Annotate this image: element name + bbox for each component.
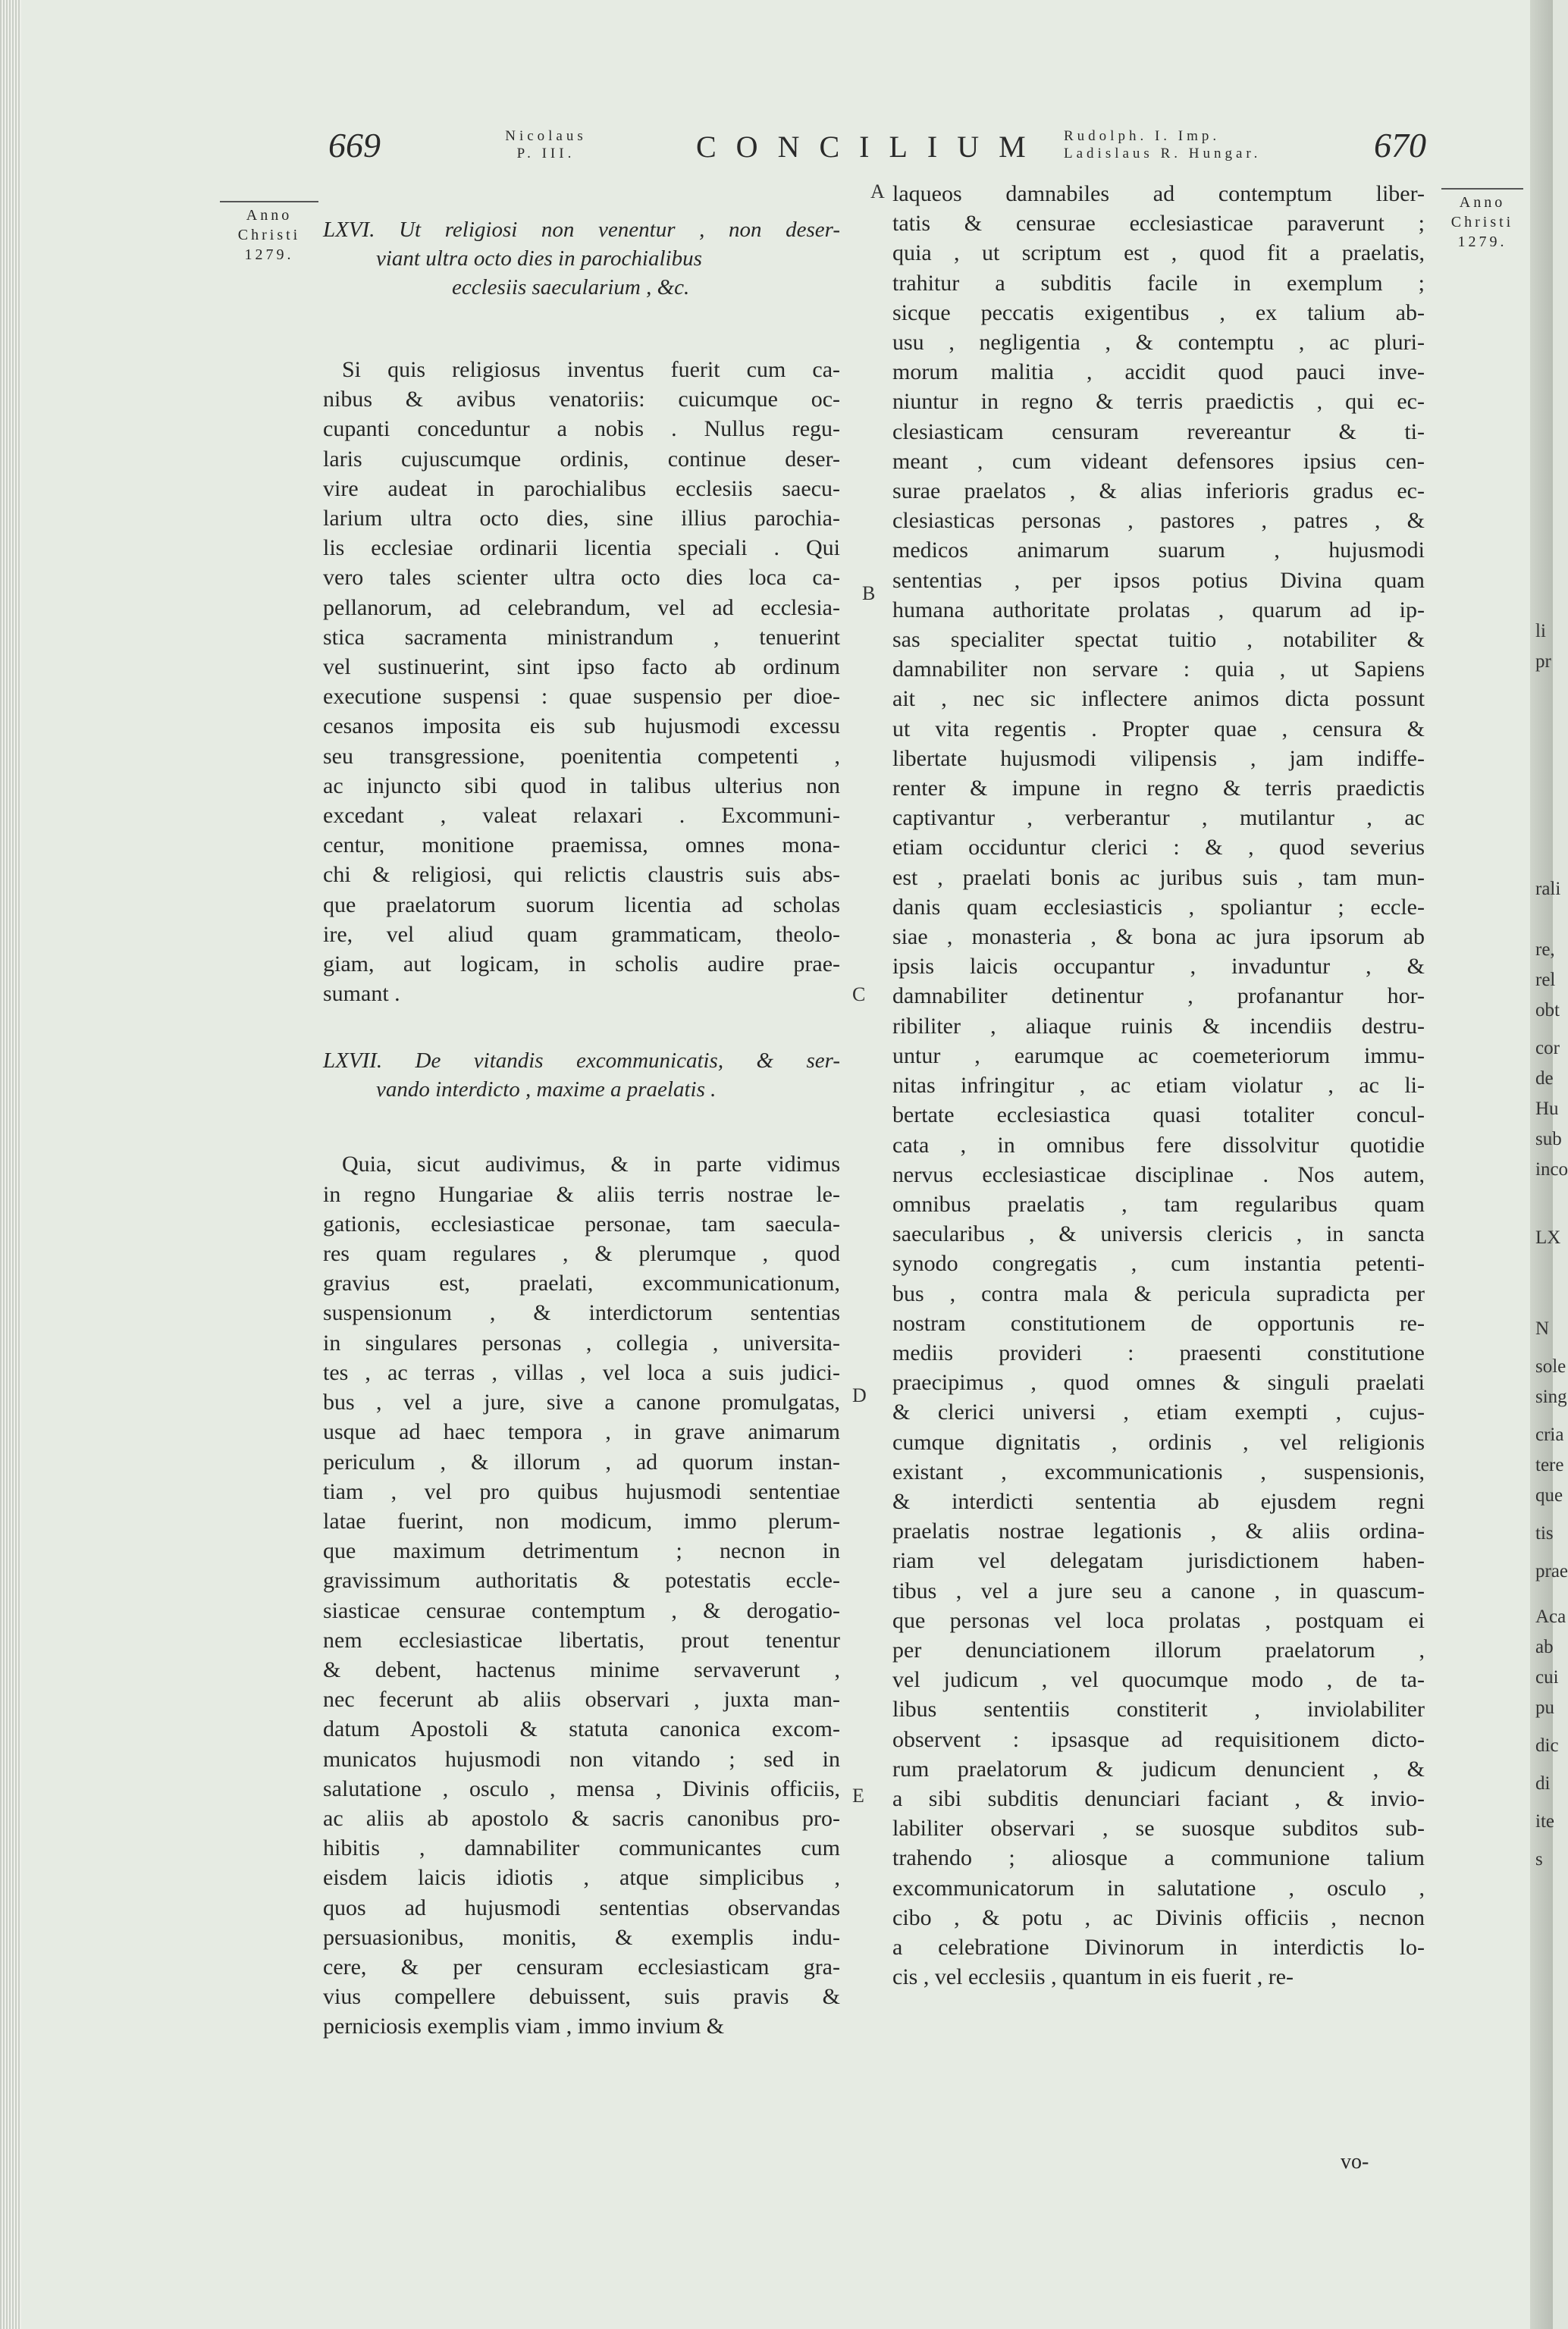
text-line: excedant , valeat relaxari . Excommuni- [323, 803, 840, 829]
text-line: & debent, hactenus minime servaverunt , [323, 1657, 840, 1682]
text-line: danis quam ecclesiasticis , spoliantur ; eccle- [892, 894, 1425, 920]
text-line: cis , vel ecclesiis , quantum in eis fuerit , re- [892, 1964, 1294, 1990]
text-line: eisdem laicis idiotis , atque simplicibus , [323, 1865, 840, 1891]
text-line: nitas infringitur , ac etiam violatur , ac li- [892, 1073, 1425, 1099]
bleed-fragment: sole [1535, 1356, 1566, 1377]
margin-line: 1279. [1457, 234, 1507, 250]
right-page-number: 670 [1374, 126, 1426, 165]
right-column [892, 179, 1425, 1992]
text-line: humana authoritate prolatas , quarum ad ip- [892, 597, 1425, 622]
text-line: omnibus praelatis , tam regularibus quam [892, 1191, 1425, 1217]
text-line: Quia, sicut audivimus, & in parte vidimus [342, 1152, 840, 1177]
bleed-fragment: rel [1535, 970, 1556, 990]
text-line: quos ad hujusmodi sententias observandas [323, 1895, 840, 1920]
text-line: meant , cum videant defensores ipsius cen- [892, 448, 1425, 474]
text-line: cibo , & potu , ac Divinis officiis , necnon [892, 1904, 1425, 1930]
text-line: a celebratione Divinorum in interdictis lo- [892, 1934, 1425, 1960]
left-page-number: 669 [328, 126, 381, 165]
text-line: clesiasticam censuram revereantur & ti- [892, 418, 1425, 444]
margin-line: Christi [1450, 214, 1514, 230]
text-line: ire, vel aliud quam grammaticam, theolo- [323, 921, 840, 947]
text-line: vel sustinuerint, sint ipso facto ab ordinum [323, 654, 840, 680]
running-head-line: Ladislaus R. Hungar. [1064, 146, 1262, 161]
text-line: ut vita regentis . Propter quae , censura & [892, 716, 1425, 741]
text-line: siasticae censurae contemptum , & derogatio- [323, 1597, 840, 1623]
text-line: que praelatorum suorum licentia ad scholas [323, 892, 840, 917]
text-line: persuasionibus, monitis, & exemplis indu- [323, 1924, 840, 1950]
text-line: libertate hujusmodi vilipensis , jam indiffe- [892, 745, 1425, 771]
text-line: executione suspensi : quae suspensio per dioe- [323, 684, 840, 710]
text-line: quia , ut scriptum est , quod fit a praelatis, [892, 240, 1425, 266]
bleed-fragment: cor [1535, 1038, 1560, 1058]
text-line: ait , nec sic inflectere animos dicta possunt [892, 686, 1425, 712]
text-line: ipsis laicis occupantur , invaduntur , & [892, 954, 1425, 980]
bleed-fragment: cui [1535, 1667, 1559, 1688]
left-margin-date [212, 201, 326, 265]
bleed-fragment: pu [1535, 1697, 1554, 1718]
margin-line: Anno [246, 207, 293, 224]
text-line: cumque dignitatis , ordinis , vel religionis [892, 1429, 1425, 1455]
text-line: a sibi subditis denunciari faciant , & invio- [892, 1785, 1425, 1811]
text-line: & clerici universi , etiam exempti , cujus- [892, 1400, 1425, 1425]
text-line: synodo congregatis , cum instantia petenti- [892, 1251, 1425, 1277]
text-line: trahendo ; aliosque a communione talium [892, 1845, 1425, 1871]
text-line: seu transgressione, poenitentia competenti , [323, 743, 840, 769]
text-line: cere, & per censuram ecclesiasticam gra- [323, 1954, 840, 1979]
text-line: perniciosis exemplis viam , immo invium & [323, 2014, 725, 2039]
bleed-fragment: cria [1535, 1425, 1564, 1445]
section-heading-lxvi [323, 215, 840, 302]
text-line: ac injuncto sibi quod in talibus ulterius non [323, 773, 840, 798]
text-line: bus , contra mala & pericula supradicta per [892, 1280, 1425, 1306]
text-line: etiam occiduntur clerici : & , quod severius [892, 835, 1425, 860]
text-line: praecipimus , quod omnes & singuli praelati [892, 1370, 1425, 1396]
paragraph-lxvi [323, 355, 840, 1008]
text-line: praelatis nostrae legationis , & aliis ordina- [892, 1519, 1425, 1544]
bleed-fragment: di [1535, 1773, 1551, 1794]
text-line: riam vel delegatam jurisdictionem haben- [892, 1548, 1425, 1574]
text-line: gravius est, praelati, excommunicationum, [323, 1271, 840, 1296]
text-line: captivantur , verberantur , mutilantur , ac [892, 805, 1425, 831]
bleed-fragment: Aca [1535, 1606, 1566, 1627]
margin-rule [220, 201, 318, 202]
text-line: cupanti conceduntur a nobis . Nullus regu- [323, 416, 840, 442]
heading-line: vando interdicto , maxime a praelatis . [376, 1077, 717, 1102]
bleed-fragment: ite [1535, 1811, 1554, 1832]
text-line: larium ultra octo dies, sine illius parochia- [323, 506, 840, 531]
bleed-fragment: prae [1535, 1561, 1568, 1581]
section-letter-a: A [870, 180, 885, 202]
text-line: que personas vel loca prolatas , postquam ei [892, 1607, 1425, 1633]
text-line: vius compellere debuissent, suis pravis & [323, 1984, 840, 2010]
bleed-fragment: obt [1535, 1000, 1560, 1020]
text-line: existant , excommunicationis , suspensionis, [892, 1459, 1425, 1484]
bleed-fragment: li [1535, 621, 1546, 641]
text-line: ac aliis ab apostolo & sacris canonibus pro- [323, 1805, 840, 1831]
bleed-fragment: dic [1535, 1735, 1559, 1756]
left-running-head [500, 127, 591, 162]
text-line: morum malitia , accidit quod pauci inve- [892, 359, 1425, 385]
bleed-fragment: inco [1535, 1159, 1568, 1180]
text-line: gationis, ecclesiasticae personae, tam saecula- [323, 1211, 840, 1237]
text-line: clesiasticas personas , pastores , patres , & [892, 508, 1425, 534]
text-line: tiam , vel pro quibus hujusmodi sententiae [323, 1478, 840, 1504]
text-line: in regno Hungariae & aliis terris nostrae le- [323, 1181, 840, 1207]
text-line: laris cujuscumque ordinis, continue deser- [323, 446, 840, 472]
text-line: laqueos damnabiles ad contemptum liber- [892, 181, 1425, 206]
catchword: vo- [1341, 2150, 1369, 2174]
text-line: usque ad haec tempora , in grave animarum [323, 1419, 840, 1445]
text-line: vire audeat in parochialibus ecclesiis saecu- [323, 475, 840, 501]
text-line: stica sacramenta ministrandum , tenuerint [323, 624, 840, 650]
text-line: untur , earumque ac coemeteriorum immu- [892, 1042, 1425, 1068]
text-line: nem ecclesiasticae libertatis, prout tenentur [323, 1627, 840, 1653]
text-line: hibitis , damnabiliter communicantes cum [323, 1835, 840, 1861]
running-head-line: Rudolph. I. Imp. [1064, 128, 1221, 144]
text-line: periculum , & illorum , ad quorum instan- [323, 1449, 840, 1475]
text-line: saecularibus , & universis clericis , in sancta [892, 1221, 1425, 1247]
text-line: medicos animarum suarum , hujusmodi [892, 538, 1425, 563]
text-line: trahitur a subditis facile in exemplum ; [892, 270, 1425, 296]
text-line: sententias , per ipsos potius Divina quam [892, 567, 1425, 593]
text-line: est , praelati bonis ac juribus suis , tam mun- [892, 864, 1425, 890]
text-line: rum praelatorum & judicum denuncient , & [892, 1756, 1425, 1782]
bleed-fragment: pr [1535, 651, 1551, 672]
bleed-fragment: ab [1535, 1637, 1554, 1657]
margin-line: Christi [237, 227, 301, 243]
section-heading-lxvii [323, 1046, 840, 1104]
text-line: usu , negligentia , & contemptu , ac pluri- [892, 330, 1425, 356]
text-line: cata , in omnibus fere dissolvitur quotidie [892, 1132, 1425, 1158]
text-line: gravissimum authoritatis & potestatis eccle- [323, 1568, 840, 1594]
text-line: tatis & censurae ecclesiasticae paraverunt ; [892, 211, 1425, 237]
text-line: municatos hujusmodi non vitando ; sed in [323, 1746, 840, 1772]
paragraph-lxvii [323, 1149, 840, 2041]
heading-line: viant ultra octo dies in parochialibus [376, 246, 702, 271]
text-line: ribiliter , aliaque ruinis & incendiis destru- [892, 1013, 1425, 1039]
bleed-fragment: que [1535, 1485, 1563, 1506]
text-line: giam, aut logicam, in scholis audire prae- [323, 951, 840, 977]
text-line: bertate ecclesiastica quasi totaliter concul- [892, 1102, 1425, 1128]
text-line: siae , monasteria , & bona ac jura ipsorum ab [892, 924, 1425, 950]
text-line: & interdicti sententia ab ejusdem regni [892, 1488, 1425, 1514]
running-head-line: P. III. [516, 146, 575, 161]
text-line: renter & impune in regno & terris praedictis [892, 776, 1425, 801]
text-line: lis ecclesiae ordinarii licentia speciali . Qui [323, 535, 840, 561]
bleed-fragment: rali [1535, 879, 1561, 899]
text-line: pellanorum, ad celebrandum, vel ad ecclesia- [323, 594, 840, 620]
margin-line: Anno [1459, 194, 1506, 211]
running-title: CONCILIUM [696, 130, 1046, 164]
section-letter-e: E [852, 1785, 864, 1807]
bleed-fragment: sub [1535, 1129, 1562, 1149]
text-line: tibus , vel a jure seu a canone , in quascum- [892, 1578, 1425, 1603]
text-line: bus , vel a jure, sive a canone promulgatas, [323, 1390, 840, 1415]
text-line: vel judicum , vel quocumque modo , de ta- [892, 1667, 1425, 1693]
text-line: chi & religiosi, qui relictis claustris suis abs- [323, 862, 840, 888]
text-line: sas specialiter spectat tuitio , notabiliter & [892, 627, 1425, 653]
text-line: suspensionum , & interdictorum sententias [323, 1300, 840, 1326]
bleed-fragment: Hu [1535, 1099, 1559, 1119]
margin-line: 1279. [244, 246, 294, 263]
heading-line: LXVI. Ut religiosi non venentur , non deser- [323, 218, 840, 242]
text-line: sicque peccatis exigentibus , ex talium ab- [892, 299, 1425, 325]
text-line: salutatione , osculo , mensa , Divinis officiis, [323, 1776, 840, 1801]
text-line: niuntur in regno & terris praedictis , qui ec- [892, 389, 1425, 415]
text-line: observent : ipsasque ad requisitionem dicto- [892, 1726, 1425, 1752]
bleed-fragment: LX [1535, 1227, 1561, 1248]
right-column-text [892, 179, 1425, 1992]
heading-line: LXVII. De vitandis excommunicatis, & ser- [323, 1049, 840, 1074]
section-letter-c: C [852, 983, 866, 1005]
text-line: tes , ac terras , villas , vel loca a suis judici- [323, 1359, 840, 1385]
section-letter-d: D [852, 1384, 867, 1406]
bleed-fragment: s [1535, 1849, 1543, 1870]
heading-line: ecclesiis saecularium , &c. [452, 275, 690, 299]
margin-rule [1441, 188, 1523, 190]
text-line: excommunicatorum in salutatione , osculo , [892, 1875, 1425, 1901]
text-line: datum Apostoli & statuta canonica excom- [323, 1716, 840, 1742]
text-line: damnabiliter non servare : quia , ut Sapiens [892, 657, 1425, 682]
text-line: Si quis religiosus inventus fuerit cum ca- [342, 357, 840, 382]
text-line: labiliter observari , se suosque subditos sub- [892, 1816, 1425, 1842]
text-line: cesanos imposita eis sub hujusmodi excessu [323, 713, 840, 739]
text-line: nostram constitutionem de opportunis re- [892, 1310, 1425, 1336]
text-line: in singulares personas , collegia , universita- [323, 1330, 840, 1356]
text-line: nervus ecclesiasticae disciplinae . Nos autem, [892, 1161, 1425, 1187]
running-head-line: Nicolaus [505, 128, 587, 144]
text-line: que maximum detrimentum ; necnon in [323, 1538, 840, 1564]
left-column [323, 215, 840, 2042]
page-edge [0, 0, 21, 2329]
text-line: damnabiliter detinentur , profanantur hor- [892, 983, 1425, 1009]
text-line: libus sententiis constiterit , inviolabiliter [892, 1697, 1425, 1722]
bleed-fragment: N [1535, 1318, 1550, 1339]
text-line: latae fuerint, non modicum, immo plerum- [323, 1508, 840, 1534]
right-margin-date [1437, 188, 1528, 252]
right-running-head [1064, 127, 1352, 162]
bleed-fragment: tis [1535, 1523, 1554, 1544]
text-line: nec fecerunt ab aliis observari , juxta man- [323, 1687, 840, 1713]
text-line: nibus & avibus venatoriis: cuicumque oc- [323, 387, 840, 412]
section-letter-b: B [862, 582, 876, 604]
bleed-fragment: re, [1535, 939, 1555, 960]
text-line: centur, monitione praemissa, omnes mona- [323, 832, 840, 858]
bleed-fragment: sing [1535, 1387, 1567, 1407]
text-line: per denunciationem illorum praelatorum , [892, 1637, 1425, 1663]
text-line: surae praelatos , & alias inferioris gradus ec- [892, 478, 1425, 504]
text-line: sumant . [323, 981, 400, 1007]
text-line: vero tales scienter ultra octo dies loca ca- [323, 565, 840, 591]
bleed-fragment: de [1535, 1068, 1554, 1089]
bleed-fragment: tere [1535, 1455, 1564, 1475]
text-line: res quam regulares , & plerumque , quod [323, 1241, 840, 1267]
text-line: mediis provideri : praesenti constitutione [892, 1340, 1425, 1365]
